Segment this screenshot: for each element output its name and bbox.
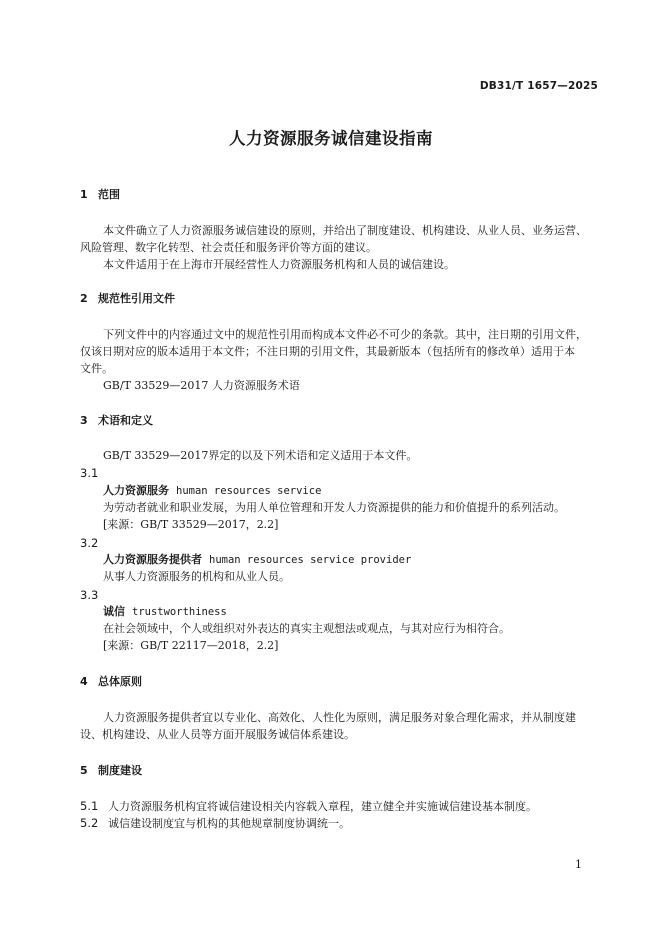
term-entry — [103, 551, 411, 569]
normative-reference: GB/T 33529—2017 人力资源服务术语 — [103, 379, 300, 392]
section-4-para-line2: 设、机构建设、从业人员等方面开展服务诚信体系建设。 — [80, 728, 355, 741]
section-1-para1-line2: 风险管理、数字化转型、社会责任和服务评价等方面的建议。 — [80, 241, 377, 254]
clause-text: 诚信建设制度宜与机构的其他规章制度协调统一。 — [108, 817, 350, 830]
section-title: 范围 — [98, 188, 120, 201]
section-title: 总体原则 — [98, 675, 142, 688]
section-1-para1-line1: 本文件确立了人力资源服务诚信建设的原则，并给出了制度建设、机构建设、从业人员、业务运营、 — [103, 224, 587, 237]
section-number: 4 — [80, 675, 88, 688]
clause-5-2 — [80, 814, 350, 833]
term-definition: 在社会领域中，个人或组织对外表达的真实主观想法或观点，与其对应行为相符合。 — [103, 622, 510, 635]
section-2-para-line1: 下列文件中的内容通过文中的规范性引用而构成本文件必不可少的条款。其中，注日期的引用文件， — [103, 328, 587, 341]
clause-text: 人力资源服务机构宜将诚信建设相关内容载入章程，建立健全并实施诚信建设基本制度。 — [108, 800, 537, 813]
term-number: 3.1 — [80, 466, 99, 480]
section-1-heading — [80, 186, 120, 204]
term-definition: 从事人力资源服务的机构和从业人员。 — [103, 570, 290, 583]
page-number: 1 — [575, 858, 582, 871]
section-number: 1 — [80, 188, 88, 201]
section-title: 规范性引用文件 — [98, 292, 175, 305]
section-number: 5 — [80, 764, 88, 777]
term-english: human resources service provider — [209, 554, 412, 566]
section-title: 制度建设 — [98, 764, 142, 777]
term-chinese: 人力资源服务 — [103, 484, 169, 497]
section-title: 术语和定义 — [98, 414, 153, 427]
section-4-heading — [80, 673, 142, 691]
section-2-para-line3: 文件。 — [80, 362, 113, 375]
clause-number: 5.1 — [80, 799, 99, 813]
term-source: [来源：GB/T 22117—2018，2.2] — [103, 639, 279, 652]
term-source: [来源：GB/T 33529—2017，2.2] — [103, 518, 279, 531]
section-2-para-line2: 仅该日期对应的版本适用于本文件；不注日期的引用文件，其最新版本（包括所有的修改单）适用于本 — [80, 345, 575, 358]
section-number: 2 — [80, 292, 88, 305]
term-entry — [103, 482, 321, 500]
term-chinese: 人力资源服务提供者 — [103, 553, 202, 566]
section-5-heading — [80, 762, 142, 780]
section-3-intro: GB/T 33529—2017界定的以及下列术语和定义适用于本文件。 — [103, 449, 418, 462]
clause-number: 5.2 — [80, 816, 99, 830]
term-number: 3.3 — [80, 588, 99, 602]
document-title: 人力资源服务诚信建设指南 — [229, 129, 433, 148]
term-english: trustworthiness — [132, 606, 227, 618]
section-3-heading — [80, 412, 153, 430]
term-definition: 为劳动者就业和职业发展，为用人单位管理和开发人力资源提供的能力和价值提升的系列活动。 — [103, 501, 565, 514]
section-4-para-line1: 人力资源服务提供者宜以专业化、高效化、人性化为原则，满足服务对象合理化需求，并从制度建 — [103, 711, 576, 724]
section-number: 3 — [80, 414, 88, 427]
standard-code: DB31/T 1657—2025 — [479, 80, 598, 92]
term-english: human resources service — [176, 485, 322, 497]
term-number: 3.2 — [80, 536, 99, 550]
term-entry — [103, 603, 227, 621]
term-chinese: 诚信 — [103, 605, 125, 618]
section-2-heading — [80, 290, 175, 308]
section-1-para2: 本文件适用于在上海市开展经营性人力资源服务机构和人员的诚信建设。 — [103, 258, 455, 271]
